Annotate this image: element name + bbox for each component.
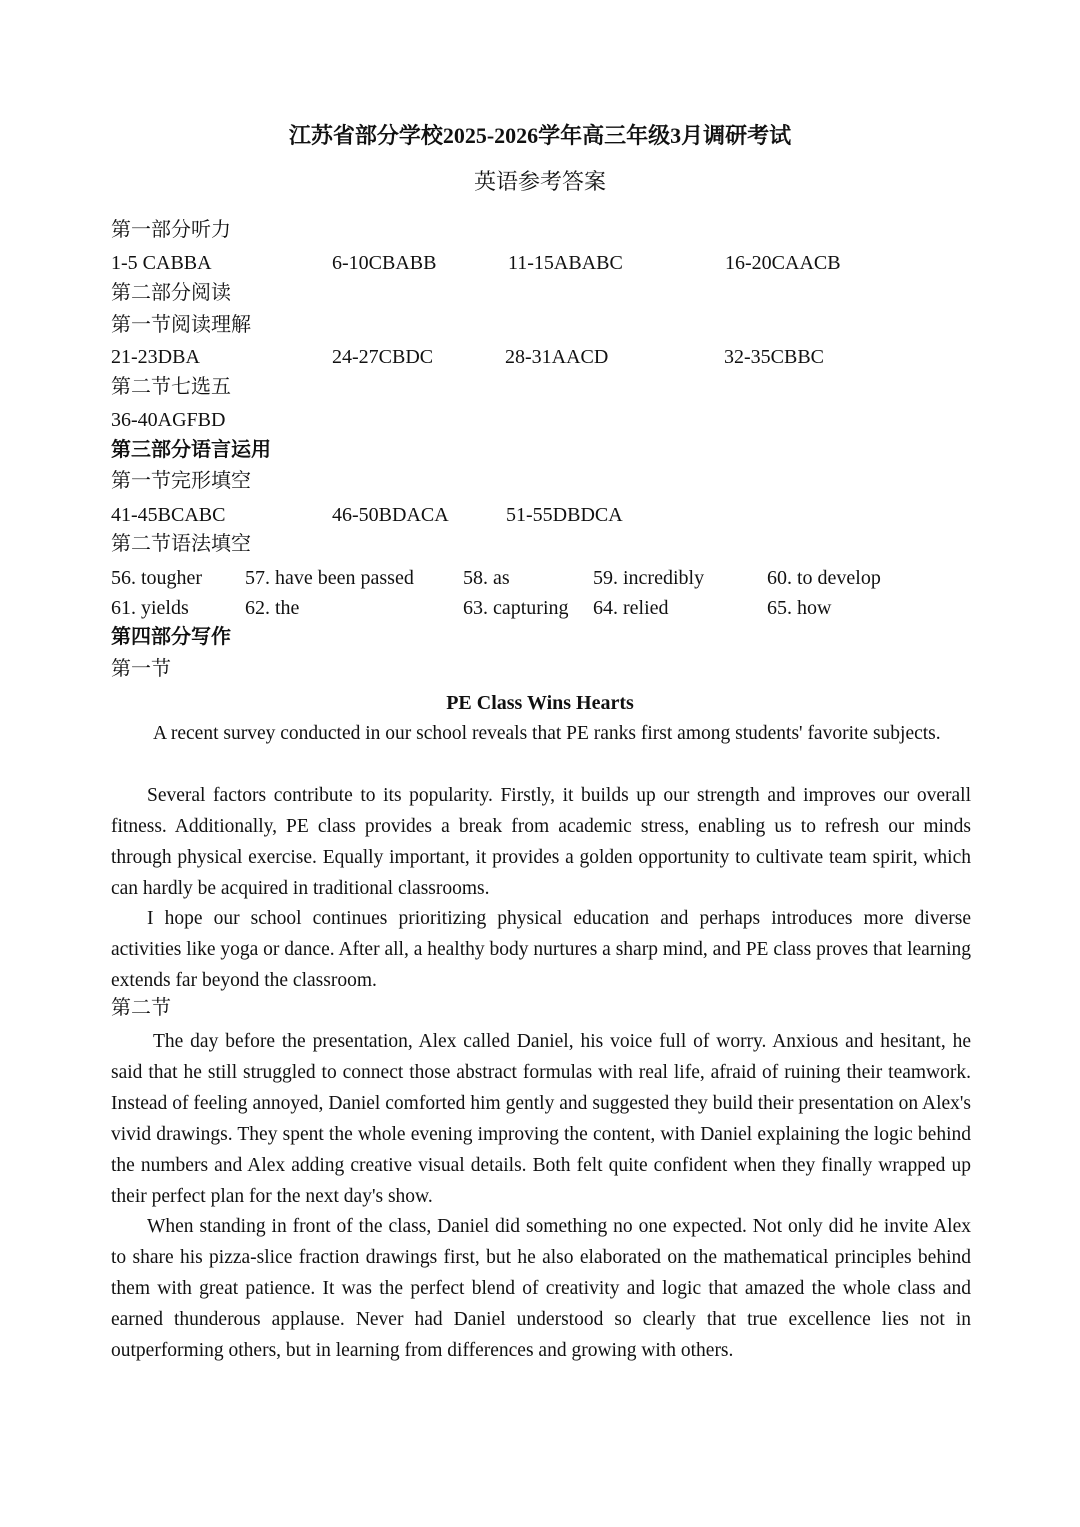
grammar-answer-61: 61. yields (111, 597, 189, 619)
part3-section1-heading: 第一节完形填空 (111, 470, 251, 492)
grammar-answer-62: 62. the (245, 597, 300, 619)
part1-answer-1: 1-5 CABBA (111, 252, 212, 274)
grammar-answer-57: 57. have been passed (245, 567, 414, 589)
part1-heading: 第一部分听力 (111, 219, 231, 241)
part2-answer-4: 32-35CBBC (724, 346, 825, 368)
part1-answer-4: 16-20CAACB (725, 252, 841, 274)
story-paragraph-1: The day before the presentation, Alex called Daniel, his voice full of worry. Anxious and hesitant, he said that he still struggled to connect those abstract formulas with real life, afraid of ruining their teamwork. Instead of feeling annoyed, Daniel comforted him gently and suggested they build their presentation on Alex's vivid drawings. They spent the whole evening improving the content, with Daniel explaining the logic behind the numbers and Alex adding creative visual details. Both felt quite confident when they finally wrapped up their perfect plan for the next day's show. (111, 1031, 971, 1207)
part3-answer-3: 51-55DBDCA (506, 504, 623, 526)
grammar-answer-65: 65. how (767, 597, 832, 619)
part1-answer-3: 11-15ABABC (508, 252, 623, 274)
essay-paragraph-3: I hope our school continues prioritizing physical education and perhaps introduces more diverse activities like yoga or dance. After all, a healthy body nurtures a sharp mind, and PE class proves that learning extends far beyond the classroom. (111, 908, 971, 991)
grammar-answer-64: 64. relied (593, 597, 669, 619)
part3-answer-2: 46-50BDACA (332, 504, 449, 526)
part3-section2-heading: 第二节语法填空 (111, 533, 251, 555)
part3-heading: 第三部分语言运用 (111, 439, 271, 461)
part2-answer-1: 21-23DBA (111, 346, 200, 368)
grammar-answer-60: 60. to develop (767, 567, 881, 589)
part4-section1-heading: 第一节 (111, 658, 171, 680)
part4-heading: 第四部分写作 (111, 626, 231, 648)
page-title: 江苏省部分学校2025-2026学年高三年级3月调研考试 (288, 123, 792, 148)
page-subtitle: 英语参考答案 (473, 169, 606, 194)
essay-paragraph-1: A recent survey conducted in our school reveals that PE ranks first among students' favorite subjects. (153, 723, 941, 744)
grammar-answer-56: 56. tougher (111, 567, 203, 589)
part2-answer-2: 24-27CBDC (332, 346, 434, 368)
part2-section2-heading: 第二节七选五 (111, 376, 231, 398)
essay-paragraph-2: Several factors contribute to its popularity. Firstly, it builds up our strength and improves our overall fitness. Additionally, PE class provides a break from academic stress, enabling us to refresh our minds through physical exercise. Equally important, it provides a golden opportunity to cultivate team spirit, which can hardly be acquired in traditional classrooms. (111, 785, 971, 899)
part2-answer-3: 28-31AACD (505, 346, 609, 368)
grammar-answer-58: 58. as (463, 567, 510, 589)
part1-answer-2: 6-10CBABB (332, 252, 437, 274)
story-paragraph-2: When standing in front of the class, Daniel did something no one expected. Not only did he invite Alex to share his pizza-slice fraction drawings first, but he also elaborated on the mathematical principles behind them with great patience. It was the perfect blend of creativity and logic that amazed the whole class and earned thunderous applause. Never had Daniel understood so clearly that true excellence lies not in outperforming others, but in learning from differences and growing with others. (111, 1216, 971, 1361)
grammar-answer-59: 59. incredibly (593, 567, 705, 589)
part2-section2-answer: 36-40AGFBD (111, 409, 226, 431)
essay-title: PE Class Wins Hearts (446, 692, 634, 714)
part2-heading: 第二部分阅读 (111, 282, 231, 304)
part4-section2-heading: 第二节 (111, 997, 171, 1019)
grammar-answer-63: 63. capturing (463, 597, 569, 619)
part2-section1-heading: 第一节阅读理解 (111, 314, 251, 336)
part3-answer-1: 41-45BCABC (111, 504, 226, 526)
